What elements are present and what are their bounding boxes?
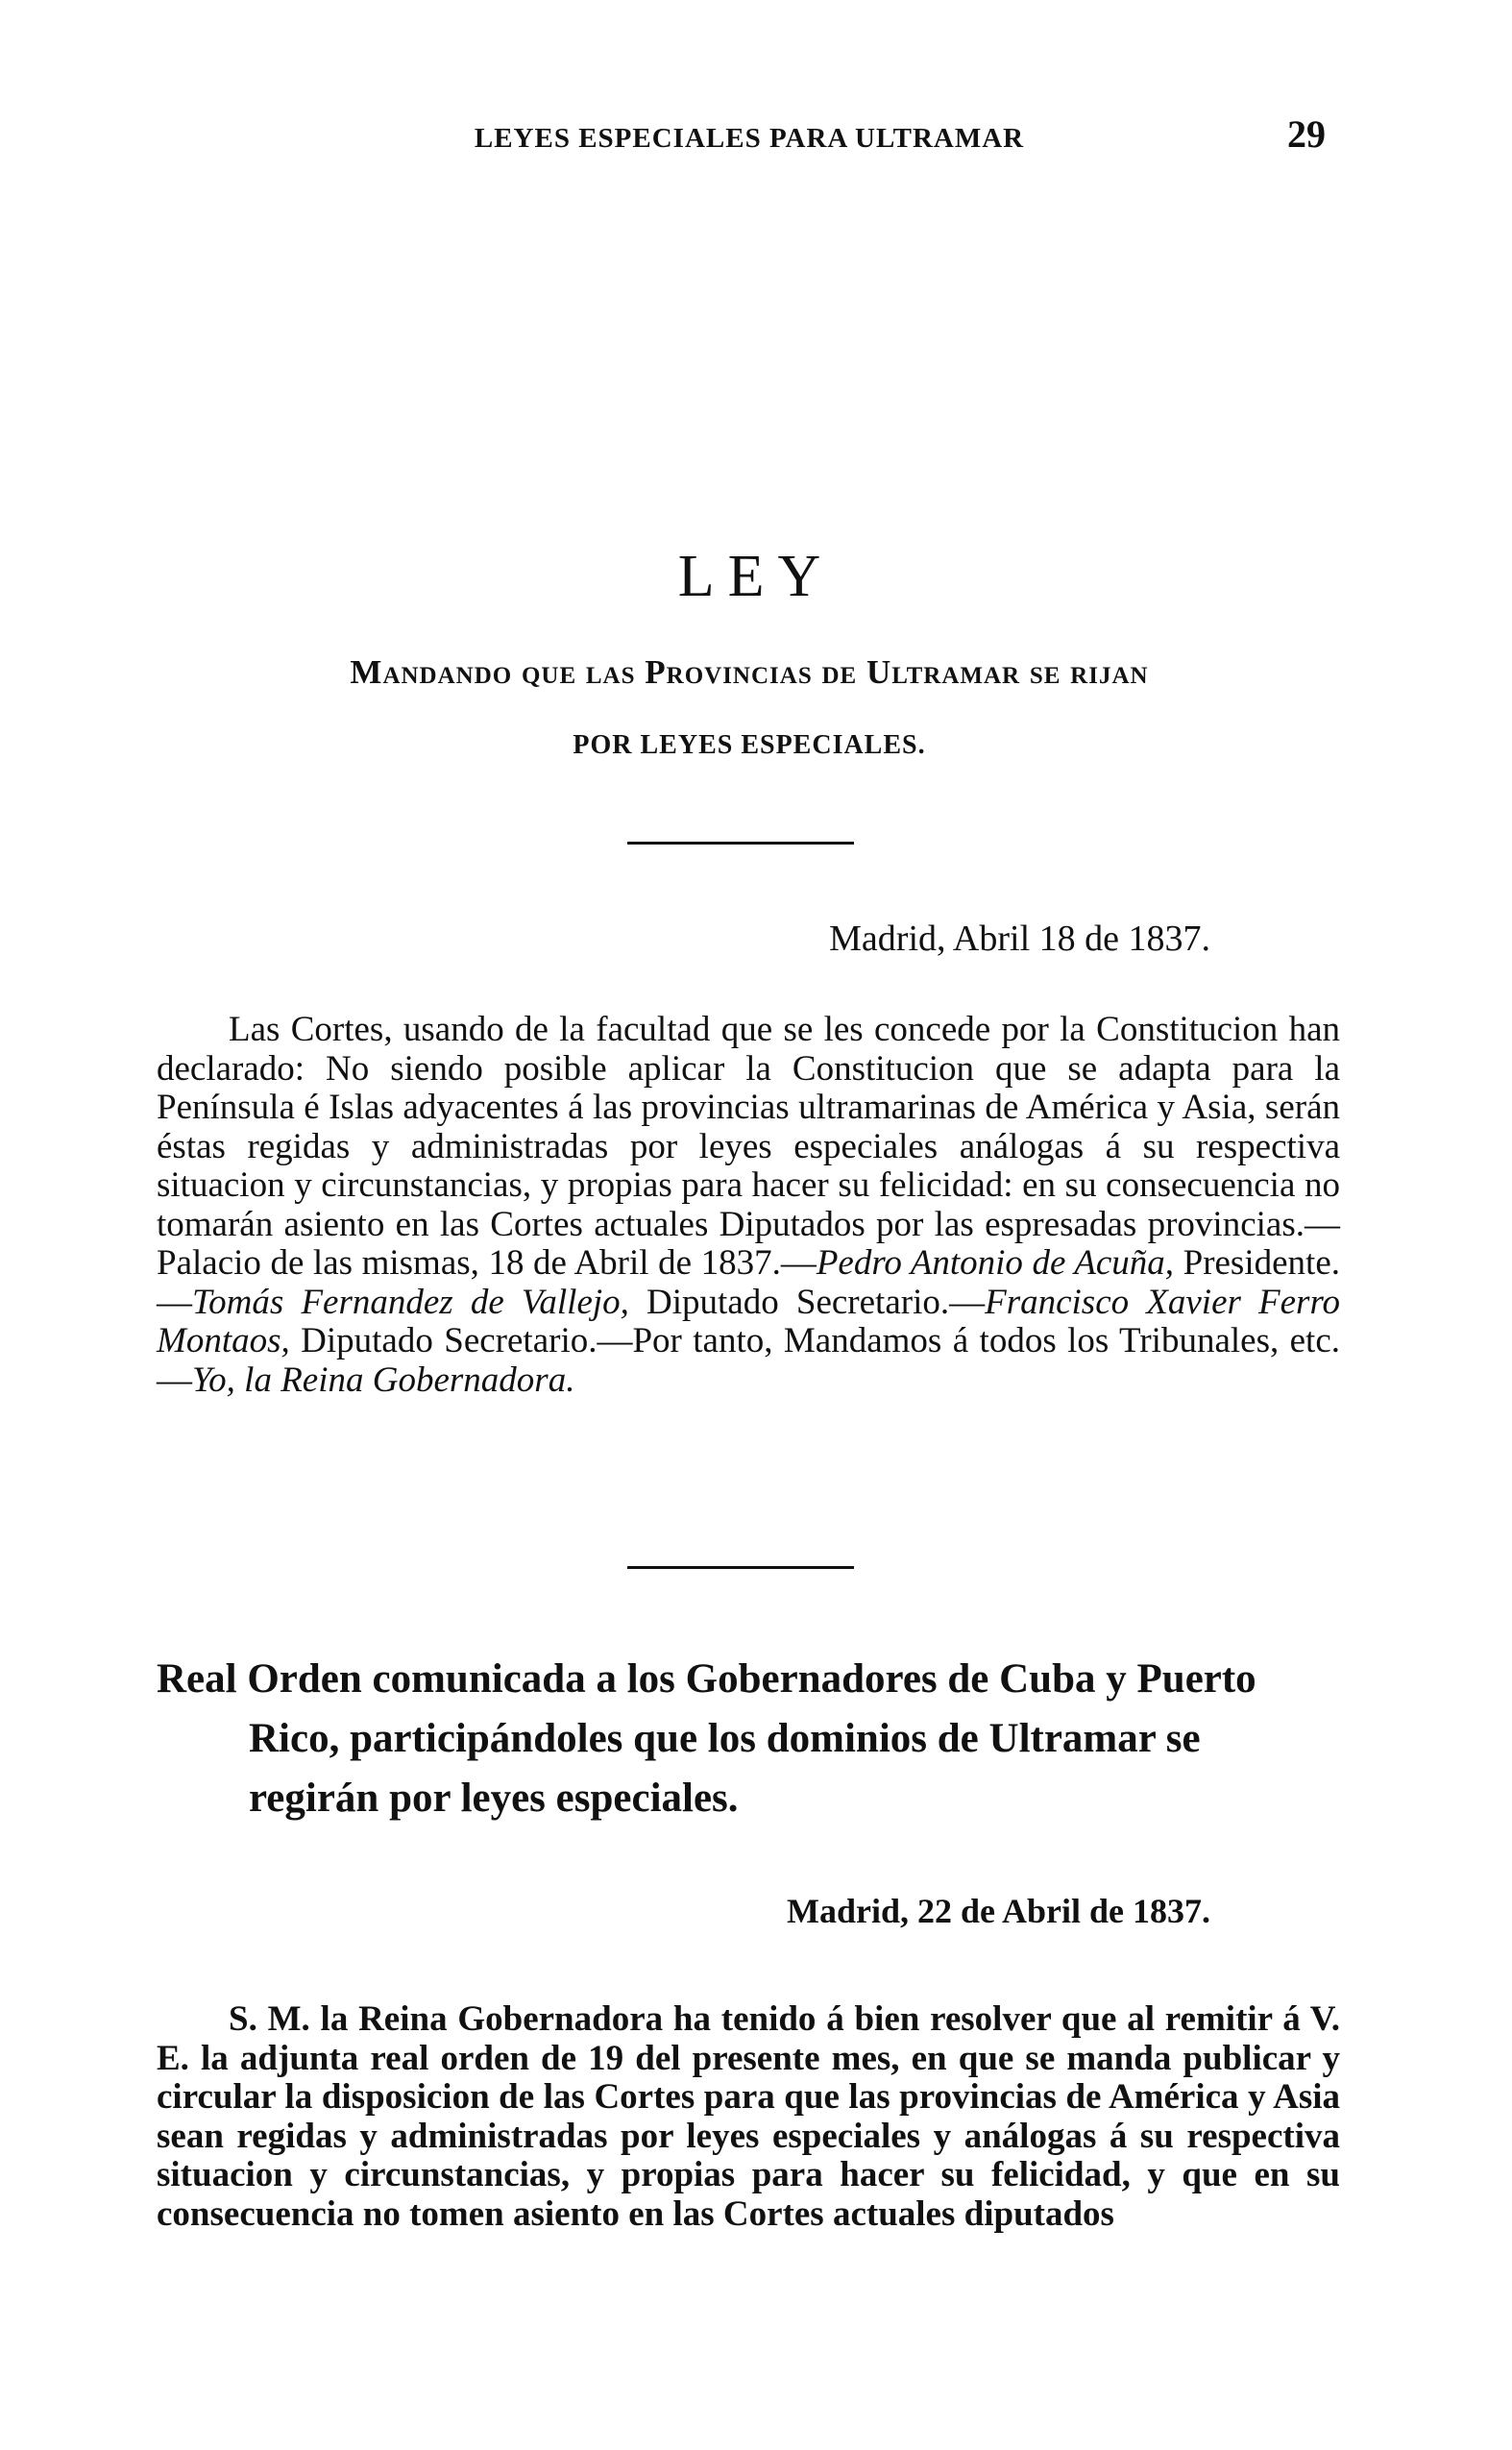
law-text: Presidente.— xyxy=(157,1243,1340,1322)
law-dateline: Madrid, Abril 18 de 1837. xyxy=(829,919,1210,959)
law-text: Diputado Secretario.— xyxy=(628,1282,986,1322)
order-text: S. M. la Reina Gobernadora ha tenido á bien resolver que al remitir á V. E. la adjunta real orden de 19 del presente mes, en que se manda publicar y circular la disposicion de las Cortes para que las provincias de América y Asia sean regidas y administradas por leyes especiales y análogas á su respectiva situacion y circunstancias, y propias para hacer su felicidad, y que en su consecuencia no tomen asiento en las Cortes actuales diputados xyxy=(157,1999,1340,2234)
signer-name: Tomás Fernandez de Vallejo, xyxy=(192,1282,629,1322)
signer-name: Yo, la Reina Gobernadora. xyxy=(192,1360,575,1400)
law-text: Las Cortes, usando de la facultad que se les concede por la Constitucion han declarado: No siendo posible aplicar la Constitucion que se adapta para la Península é Islas adyacentes á las provincias ultramarinas de América y Asia, serán éstas regidas y administradas por leyes especiales análogas á su respectiva situacion y circunstancias, y propias para hacer su felicidad: en su consecuencia no tomarán asiento en las Cortes actuales Diputados por las espresadas provincias.—Palacio de las mismas, 18 de Abril de 1837.— xyxy=(157,1010,1340,1283)
section-divider xyxy=(627,1566,854,1569)
section-divider xyxy=(627,842,854,845)
signer-name: Pedro Antonio de Acuña, xyxy=(816,1243,1175,1283)
running-title: LEYES ESPECIALES PARA ULTRAMAR xyxy=(474,123,1025,154)
law-title: LEY xyxy=(677,544,835,609)
order-title-text: Real Orden comunicada a los Gobernadores de Cuba y Puerto Rico, participándoles que los dominios de Ultramar se regirán por leyes especiales. xyxy=(157,1656,1256,1821)
order-title xyxy=(157,1650,1340,1828)
page-number: 29 xyxy=(1287,112,1326,156)
order-body-paragraph xyxy=(157,2000,1340,2234)
law-subtitle: Mandando que las Provincias de Ultramar se rijan xyxy=(350,653,1149,691)
law-subtitle-continuation: POR LEYES ESPECIALES. xyxy=(573,730,926,760)
signer-name: Francisco Xavier Ferro Montaos, xyxy=(157,1282,1340,1360)
law-body-paragraph xyxy=(157,1011,1340,1400)
law-text: Diputado Secretario.—Por tanto, Mandamos á todos los Tribunales, etc.— xyxy=(157,1321,1340,1400)
order-dateline: Madrid, 22 de Abril de 1837. xyxy=(786,1892,1210,1930)
